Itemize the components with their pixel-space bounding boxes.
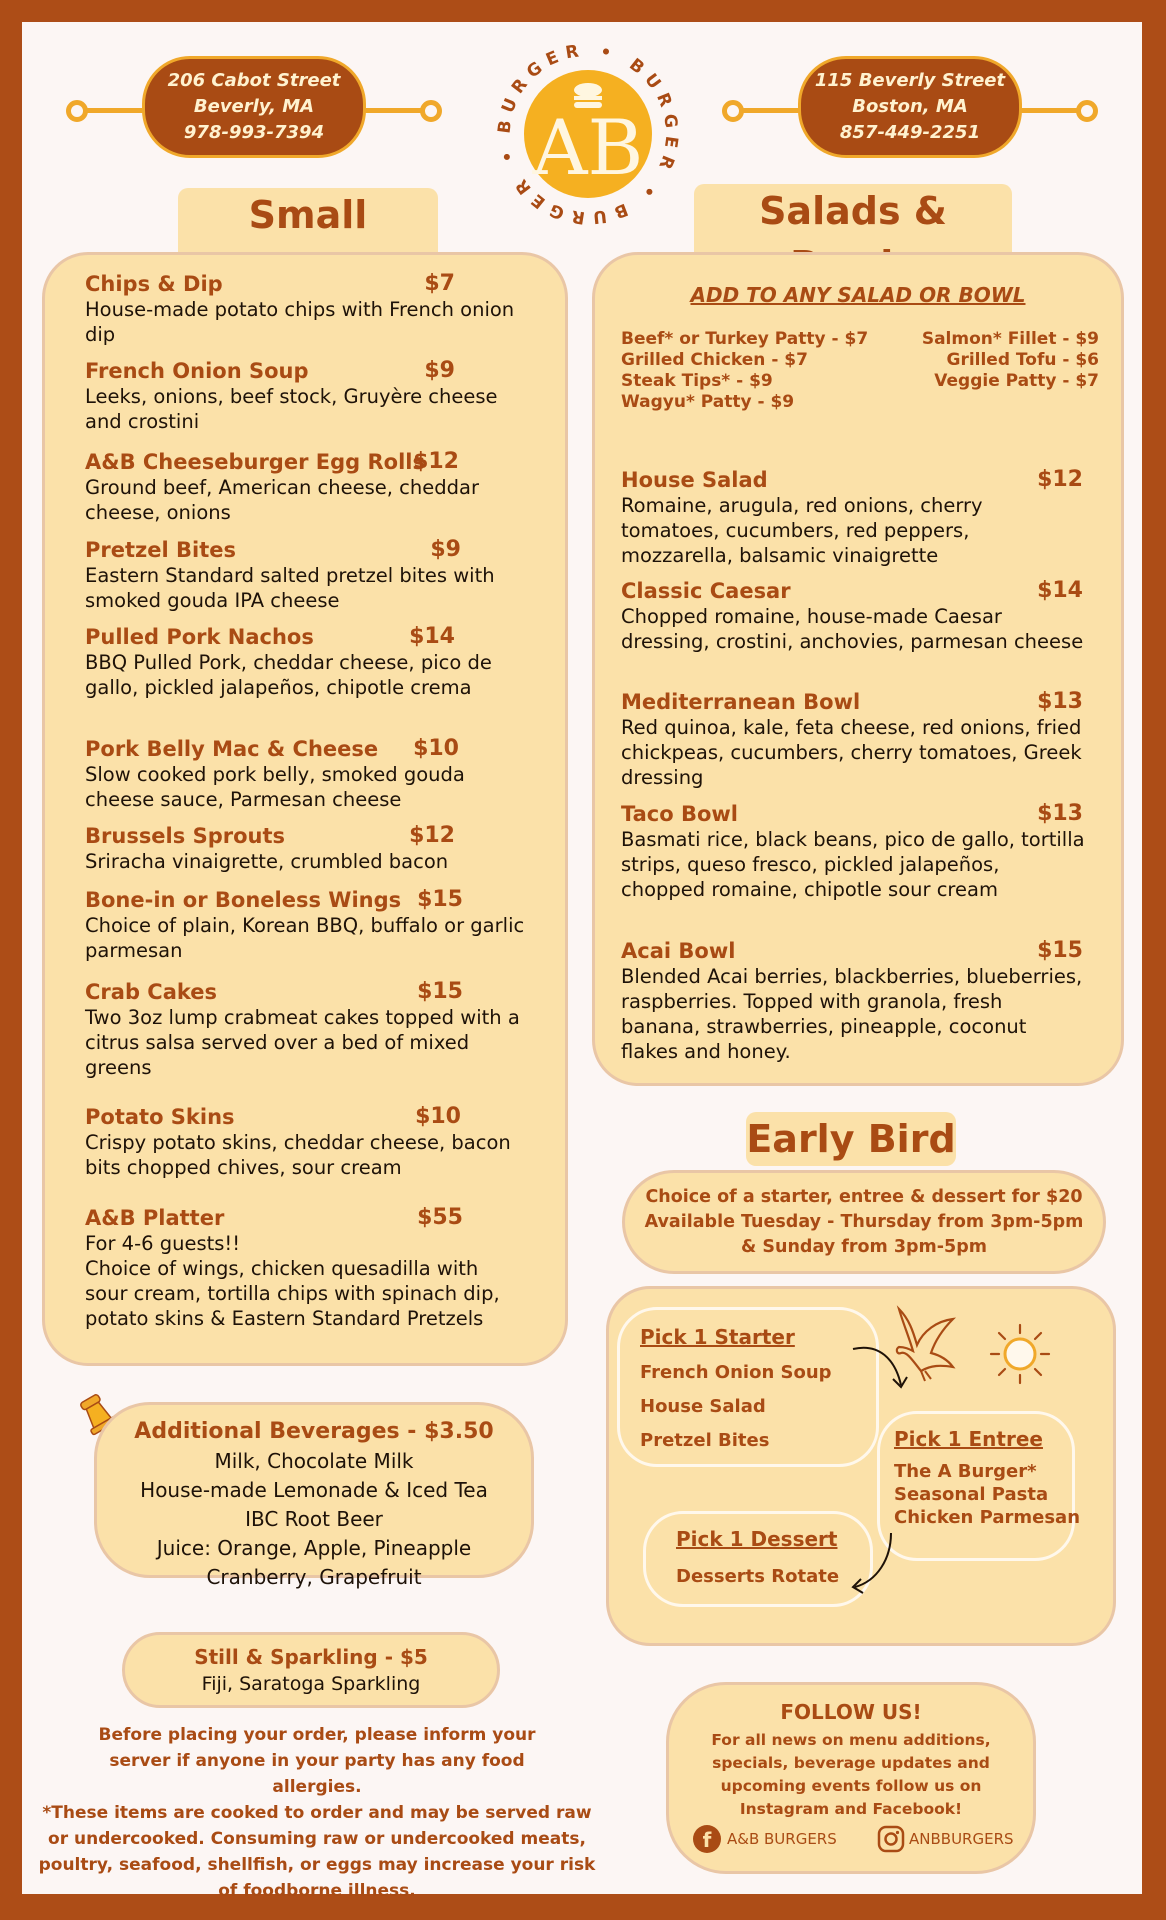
early-bird-heading: Early Bird: [746, 1112, 956, 1166]
address-city: Beverly, MA: [193, 96, 315, 117]
beverage-line: House-made Lemonade & Iced Tea: [140, 1478, 488, 1502]
phone-number[interactable]: 857-449-2251: [839, 122, 981, 143]
follow-title: FOLLOW US!: [780, 1700, 922, 1724]
starter-item: Pretzel Bites: [640, 1430, 770, 1451]
arrow-to-entree-icon: [849, 1339, 919, 1399]
item-description: Ground beef, American cheese, cheddar cheese, onions: [85, 476, 479, 524]
facebook-handle: A&B BURGERS: [727, 1829, 837, 1848]
item-name: Pulled Pork Nachos: [85, 625, 314, 649]
menu-item: [621, 578, 1085, 654]
beverage-line: IBC Root Beer: [245, 1507, 383, 1531]
address-city: Boston, MA: [852, 96, 968, 117]
early-bird-line: & Sunday from 3pm-5pm: [741, 1236, 987, 1257]
raw-food-notice: *These items are cooked to order and may be served raw or undercooked. Consuming raw or undercooked meats, poultry, seafood, shellfish, or eggs may increase your risk of foodborne illness.: [38, 1803, 596, 1901]
addons-left: [621, 329, 881, 413]
item-description: Slow cooked pork belly, smoked gouda cheese sauce, Parmesan cheese: [85, 763, 465, 811]
item-price: $13: [1037, 689, 1083, 714]
entree-item: Chicken Parmesan: [894, 1507, 1081, 1528]
salads-panel: [592, 252, 1124, 1086]
item-description: Choice of plain, Korean BBQ, buffalo or garlic parmesan: [85, 914, 525, 962]
item-name: Chips & Dip: [85, 272, 223, 296]
instagram-handle: ANBBURGERS: [909, 1829, 1014, 1848]
menu-item: [85, 271, 525, 347]
item-name: House Salad: [621, 468, 768, 492]
item-price: $14: [1037, 578, 1083, 603]
starter-title: Pick 1 Starter: [640, 1325, 795, 1349]
item-description: Blended Acai berries, blackberries, blueberries, raspberries. Topped with granola, fresh banana, strawberries, pineapple, coconut flakes and honey.: [621, 965, 1083, 1063]
allergy-disclaimer: [36, 1722, 598, 1904]
menu-page: [22, 22, 1142, 1901]
menu-item: [621, 938, 1085, 1064]
ring-ornament: [1076, 100, 1098, 122]
arrow-to-dessert-icon: [847, 1529, 907, 1599]
beverage-line: Juice: Orange, Apple, Pineapple: [156, 1536, 472, 1560]
item-name: Brussels Sprouts: [85, 824, 285, 848]
sparkling-panel: [122, 1632, 500, 1708]
instagram-icon: [877, 1825, 905, 1853]
item-name: Pretzel Bites: [85, 538, 236, 562]
addon-item: Wagyu* Patty - $9: [621, 392, 795, 412]
item-price: $55: [417, 1205, 463, 1230]
facebook-icon: f: [693, 1825, 721, 1853]
item-description: Romaine, arugula, red onions, cherry tomatoes, cucumbers, red peppers, mozzarella, balsamic vinaigrette: [621, 494, 983, 567]
location-beverly: [142, 56, 366, 158]
item-price: $10: [413, 736, 459, 761]
menu-item: [85, 537, 525, 613]
addon-item: Veggie Patty - $7: [934, 371, 1099, 391]
beverages-panel: [94, 1402, 534, 1589]
beverages-title: Additional Beverages - $3.50: [134, 1419, 494, 1444]
item-name: Potato Skins: [85, 1105, 235, 1129]
item-description: Sriracha vinaigrette, crumbled bacon: [85, 850, 449, 873]
starter-list: [640, 1356, 832, 1458]
item-price: $15: [1037, 938, 1083, 963]
entree-title: Pick 1 Entree: [894, 1427, 1043, 1451]
location-boston: [798, 56, 1022, 158]
menu-item: [85, 449, 525, 525]
entree-item: The A Burger*: [894, 1461, 1037, 1482]
early-bird-line: Choice of a starter, entree & dessert for $20: [645, 1186, 1083, 1207]
entree-list: [894, 1460, 1080, 1529]
logo-ring-text: BURGER • BURGER • BURGER •: [494, 40, 682, 228]
beverage-line: Milk, Chocolate Milk: [214, 1449, 414, 1473]
facebook-link[interactable]: [693, 1825, 837, 1853]
item-description: Two 3oz lump crabmeat cakes topped with a citrus salsa served over a bed of mixed greens: [85, 1006, 520, 1079]
item-price: $7: [424, 271, 455, 296]
item-description: Red quinoa, kale, feta cheese, red onions, fried chickpeas, cucumbers, cherry tomatoes, Greek dressing: [621, 716, 1082, 789]
address-line: 206 Cabot Street: [167, 70, 341, 91]
item-price: $13: [1037, 801, 1083, 826]
starter-item: French Onion Soup: [640, 1362, 832, 1383]
item-description: BBQ Pulled Pork, cheddar cheese, pico de gallo, pickled jalapeños, chipotle crema: [85, 651, 492, 699]
item-price: $15: [417, 887, 463, 912]
item-price: $14: [409, 624, 455, 649]
item-name: Mediterranean Bowl: [621, 690, 861, 714]
item-name: French Onion Soup: [85, 359, 309, 383]
menu-item: [85, 358, 525, 434]
menu-item: [85, 624, 525, 700]
follow-text: For all news on menu additions, specials, beverage updates and upcoming events follow us on Instagram and Facebook!: [711, 1731, 991, 1818]
menu-item: [85, 1104, 525, 1180]
salads-bowls-heading: Salads &: [694, 184, 1012, 292]
menu-item: [621, 689, 1085, 790]
ab-burger-logo: [488, 34, 688, 234]
item-name: Taco Bowl: [621, 802, 739, 826]
item-description: Chopped romaine, house-made Caesar dressing, crostini, anchovies, parmesan cheese: [621, 605, 1084, 653]
addon-item: Grilled Tofu - $6: [946, 350, 1099, 370]
ring-ornament: [420, 100, 442, 122]
menu-item: [85, 979, 525, 1080]
addon-item: Salmon* Fillet - $9: [921, 329, 1099, 349]
ring-ornament: [66, 100, 88, 122]
item-price: $10: [415, 1104, 461, 1129]
item-description: Crispy potato skins, cheddar cheese, bacon bits chopped chives, sour cream: [85, 1131, 511, 1179]
address-line: 115 Beverly Street: [814, 70, 1006, 91]
dessert-title: Pick 1 Dessert: [676, 1527, 838, 1551]
follow-panel: [666, 1682, 1036, 1874]
early-bird-picks-panel: [606, 1286, 1116, 1646]
menu-item: [85, 823, 525, 874]
item-description: Leeks, onions, beef stock, Gruyère cheese and crostini: [85, 385, 498, 433]
item-price: $9: [424, 358, 455, 383]
addons-right: [879, 329, 1099, 392]
item-name: Acai Bowl: [621, 939, 736, 963]
small-plates-panel: [42, 252, 568, 1366]
addon-item: Grilled Chicken - $7: [621, 350, 808, 370]
starter-box: [617, 1307, 879, 1467]
small-plates-heading: Small: [178, 188, 438, 296]
item-price: $15: [417, 979, 463, 1004]
item-price: $12: [409, 823, 455, 848]
item-name: Crab Cakes: [85, 980, 218, 1004]
item-description: Eastern Standard salted pretzel bites with smoked gouda IPA cheese: [85, 564, 495, 612]
item-price: $12: [1037, 467, 1083, 492]
menu-item: [621, 467, 1085, 568]
entree-item: Seasonal Pasta: [894, 1484, 1049, 1505]
instagram-link[interactable]: [877, 1825, 1014, 1853]
dessert-item: Desserts Rotate: [676, 1566, 840, 1587]
starter-item: House Salad: [640, 1396, 766, 1417]
logo-monogram: AB: [532, 103, 644, 192]
addon-item: Steak Tips* - $9: [621, 371, 773, 391]
dessert-box: [643, 1511, 873, 1607]
menu-item: [85, 736, 525, 812]
item-name: A&B Cheeseburger Egg Rolls: [85, 450, 425, 474]
item-name: Bone-in or Boneless Wings: [85, 888, 402, 912]
sun-icon: [985, 1319, 1055, 1389]
item-name: Pork Belly Mac & Cheese: [85, 737, 379, 761]
item-price: $12: [413, 449, 459, 474]
sparkling-line: Fiji, Saratoga Sparkling: [201, 1673, 421, 1695]
addon-title: ADD TO ANY SALAD OR BOWL: [690, 283, 1026, 307]
item-description: For 4-6 guests!!: [85, 1232, 241, 1255]
menu-item: [85, 1205, 525, 1331]
phone-number[interactable]: 978-993-7394: [183, 122, 325, 143]
item-description: Basmati rice, black beans, pico de gallo, tortilla strips, queso fresco, pickled jalapeños, chopped romaine, chipotle sour cream: [621, 828, 1085, 901]
item-name: A&B Platter: [85, 1206, 225, 1230]
ring-ornament: [722, 100, 744, 122]
beverage-line: Cranberry, Grapefruit: [206, 1565, 422, 1589]
item-description: House-made potato chips with French onion dip: [85, 298, 515, 346]
menu-item: [621, 801, 1085, 902]
item-name: Classic Caesar: [621, 579, 791, 603]
addon-item: Beef* or Turkey Patty - $7: [621, 329, 869, 349]
early-bird-info: [622, 1170, 1106, 1274]
allergy-notice: Before placing your order, please inform your server if anyone in your party has any food allergies.: [98, 1725, 536, 1797]
early-bird-line: Available Tuesday - Thursday from 3pm-5pm: [644, 1211, 1084, 1232]
sparkling-title: Still & Sparkling - $5: [194, 1645, 428, 1669]
item-price: $9: [430, 537, 461, 562]
menu-item: [85, 887, 525, 963]
item-description-extra: Choice of wings, chicken quesadilla with sour cream, tortilla chips with spinach dip, potato skins & Eastern Standard Pretzels: [85, 1257, 500, 1330]
